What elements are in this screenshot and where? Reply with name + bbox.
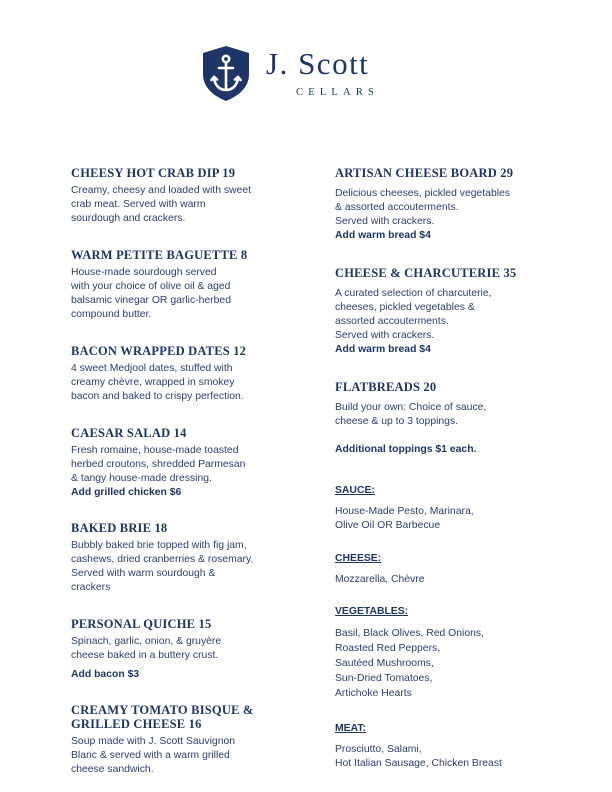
menu-item-description: Build your own: Choice of sauce, cheese & up to 3 toppings. bbox=[335, 402, 487, 427]
cheese-section bbox=[335, 552, 557, 587]
menu-item bbox=[335, 380, 557, 429]
meat-section bbox=[335, 722, 557, 771]
menu-item-description: Fresh romaine, house-made toasted herbed croutons, shredded Parmesan & tangy house-made dressing. bbox=[71, 445, 246, 484]
additional-toppings-note bbox=[335, 443, 557, 457]
menu-item bbox=[71, 426, 299, 500]
menu-item bbox=[335, 166, 557, 243]
menu-item-addon: Add warm bread $4 bbox=[335, 230, 431, 241]
cheese-label: CHEESE: bbox=[335, 553, 382, 564]
vegetables-label: VEGETABLES: bbox=[335, 606, 409, 617]
menu-item-description: Creamy, cheesy and loaded with sweet crab meat. Served with warm sourdough and crackers. bbox=[71, 185, 252, 224]
menu-item bbox=[71, 703, 299, 777]
menu-item bbox=[71, 248, 299, 322]
menu-item-title: CHEESY HOT CRAB DIP 19 bbox=[71, 166, 236, 180]
brand-subtitle: CELLARS bbox=[296, 87, 380, 98]
menu-item bbox=[71, 617, 299, 682]
menu-item-description: Spinach, garlic, onion, & gruyère cheese baked in a buttery crust. bbox=[71, 636, 222, 661]
menu-item-title: BAKED BRIE 18 bbox=[71, 521, 168, 535]
menu-item bbox=[71, 166, 299, 226]
brand-logo bbox=[200, 44, 420, 104]
menu-item-addon: Add grilled chicken $6 bbox=[71, 487, 182, 498]
menu-item-title: CAESAR SALAD 14 bbox=[71, 426, 187, 440]
meat-label: MEAT: bbox=[335, 723, 366, 734]
additional-toppings-text: Additional toppings $1 each. bbox=[335, 444, 477, 455]
anchor-icon bbox=[200, 44, 252, 102]
cheese-options: Mozzarella, Chèvre bbox=[335, 574, 425, 585]
menu-item-description: A curated selection of charcuterie, cheeses, pickled vegetables & assorted accouterments. Served with crackers. bbox=[335, 288, 492, 341]
menu-item-title: FLATBREADS 20 bbox=[335, 380, 437, 394]
menu-item-title: PERSONAL QUICHE 15 bbox=[71, 617, 212, 631]
sauce-section bbox=[335, 484, 557, 533]
menu-item-description: Soup made with J. Scott Sauvignon Blanc & served with a warm grilled cheese sandwich. bbox=[71, 736, 236, 775]
vegetables-section bbox=[335, 605, 557, 701]
menu-item-description: Bubbly baked brie topped with fig jam, cashews, dried cranberries & rosemary. Served with warm sourdough & crackers bbox=[71, 540, 254, 593]
menu-item-addon: Add warm bread $4 bbox=[335, 344, 431, 355]
menu-item-title: CREAMY TOMATO BISQUE & GRILLED CHEESE 16 bbox=[71, 703, 254, 731]
menu-item-title: WARM PETITE BAGUETTE 8 bbox=[71, 248, 248, 262]
sauce-options: House-Made Pesto, Marinara, Olive Oil OR Barbecue bbox=[335, 506, 474, 531]
menu-item-description: House-made sourdough served with your choice of olive oil & aged balsamic vinegar OR garlic-herbed compound butter. bbox=[71, 267, 231, 320]
menu-item-title: CHEESE & CHARCUTERIE 35 bbox=[335, 266, 517, 280]
sauce-label: SAUCE: bbox=[335, 485, 375, 496]
meat-options: Prosciutto, Salami, Hot Italian Sausage, Chicken Breast bbox=[335, 744, 502, 769]
menu-item bbox=[335, 266, 557, 357]
menu-item-title: ARTISAN CHEESE BOARD 29 bbox=[335, 166, 514, 180]
vegetables-options: Basil, Black Olives, Red Onions, Roasted Red Peppers, Sautéed Mushrooms, Sun-Dried Tomatoes, Artichoke Hearts bbox=[335, 628, 484, 699]
brand-name: J. Scott bbox=[266, 46, 370, 81]
menu-item bbox=[71, 344, 299, 404]
menu-item bbox=[71, 521, 299, 595]
menu-item-description: 4 sweet Medjool dates, stuffed with creamy chèvre, wrapped in smokey bacon and baked to crispy perfection. bbox=[71, 363, 244, 402]
menu-item-description: Delicious cheeses, pickled vegetables & assorted accouterments. Served with crackers. bbox=[335, 188, 511, 227]
menu-item-title: BACON WRAPPED DATES 12 bbox=[71, 344, 247, 358]
menu-item-addon: Add bacon $3 bbox=[71, 669, 140, 680]
